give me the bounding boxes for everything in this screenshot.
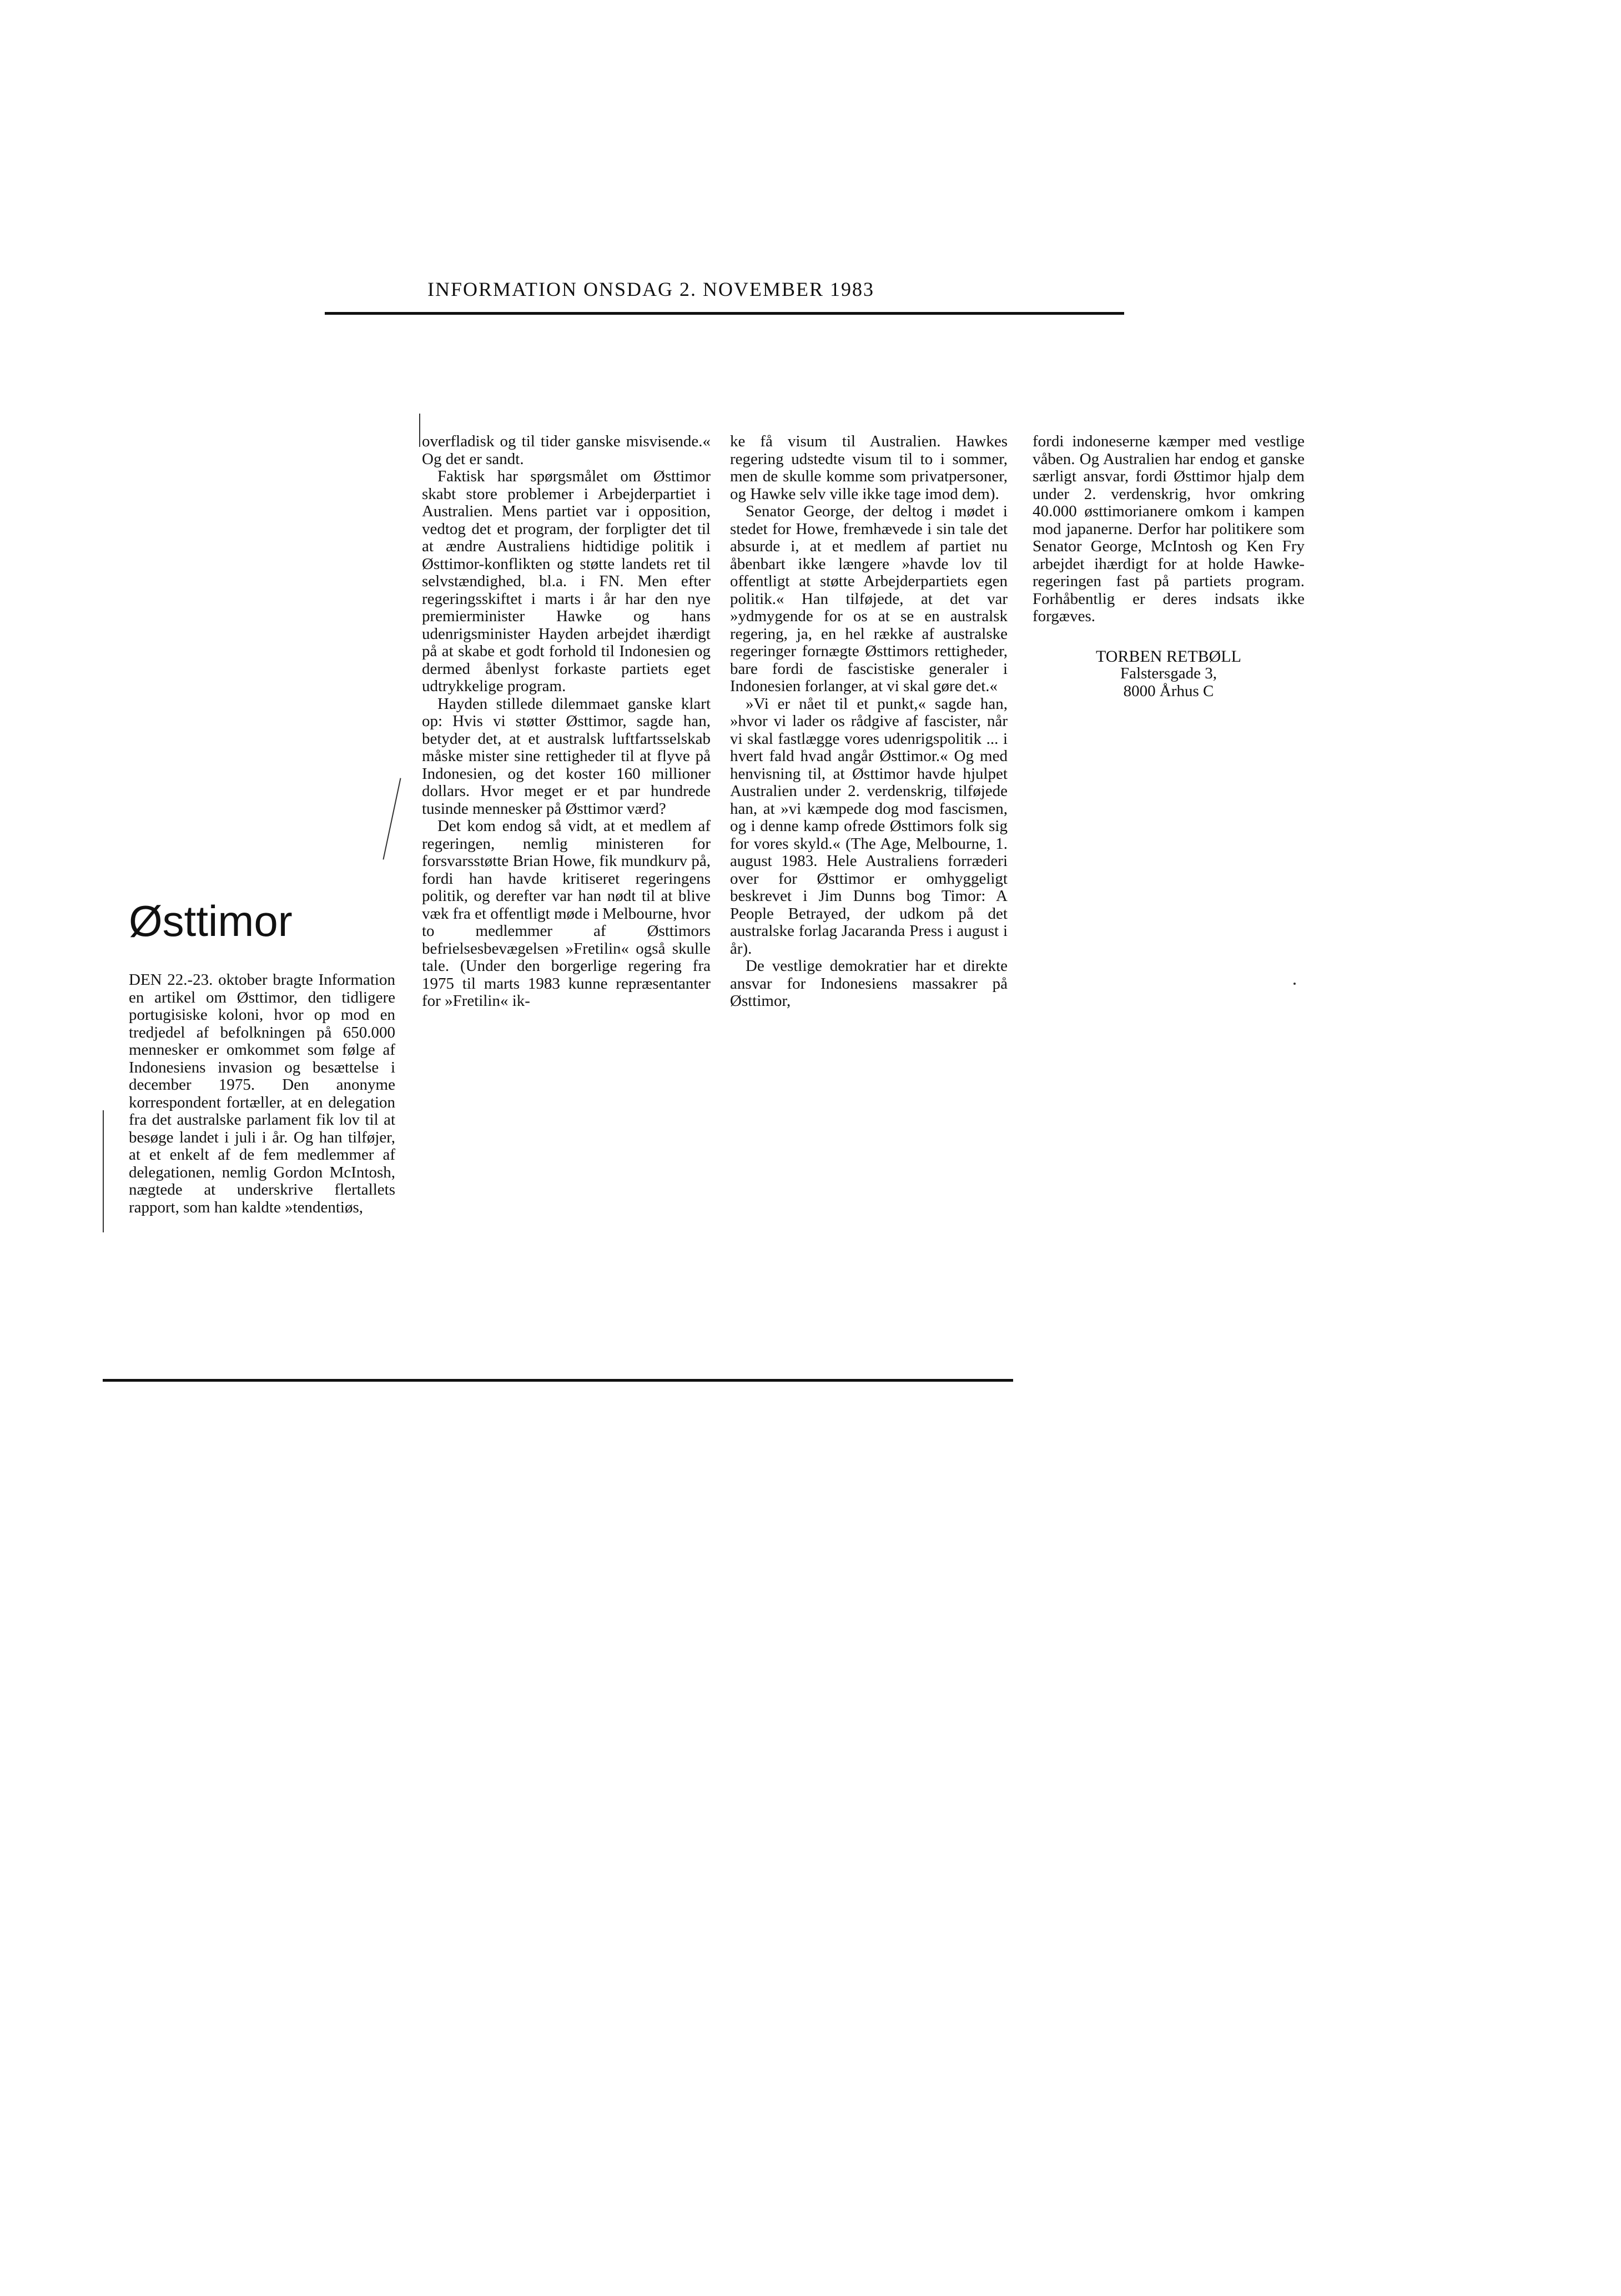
bottom-rule — [103, 1379, 1013, 1382]
article-column-2 — [422, 433, 711, 1010]
signature-name: TORBEN RETBØLL — [1096, 647, 1241, 666]
paragraph: fordi indoneserne kæmper med vestlige våben. Og Australien har endog et ganske særligt ansvar, fordi Østtimor hjalp dem under 2. verdenskrig, hvor omkring 40.000 østtimorianere omkom i kampen mod japanerne. Derfor har politikere som Senator George, McIntosh og Ken Fry arbejdet ihærdigt for at holde Hawke-regeringen fast på partiets program. Forhåbentlig er deres indsats ikke forgæves. — [1033, 432, 1305, 625]
article-column-4 — [1033, 433, 1305, 700]
signature-city: 8000 Århus C — [1123, 682, 1214, 700]
scan-mark — [1293, 983, 1296, 985]
article-column-3 — [730, 433, 1008, 1010]
masthead: INFORMATION ONSDAG 2. NOVEMBER 1983 — [427, 278, 875, 300]
paragraph: »Vi er nået til et punkt,« sagde han, »hvor vi lader os rådgive af fascister, når vi skal fastlægge vores udenrigspolitik ... i hvert fald hvad angår Østtimor.« Og med henvisning til, at Østtimor havde hjulpet Australien under 2. verdenskrig, tilføjede han, at »vi kæmpede dog mod fascismen, og i denne kamp ofrede Østtimors folk sig for vores skyld.« (The Age, Melbourne, 1. august 1983. Hele Australiens forræderi over for Østtimor er omhyggeligt beskrevet i Jim Dunns bog Timor: A People Betrayed, der udkom på det australske forlag Jacaranda Press i august i år). — [730, 694, 1008, 958]
paragraph: De vestlige demokratier har et direkte ansvar for Indonesiens massakrer på Østtimor, — [730, 957, 1008, 1010]
top-rule — [325, 312, 1124, 315]
scan-mark — [103, 1110, 104, 1232]
headline: Østtimor — [129, 897, 293, 945]
paragraph: Hayden stillede dilemmaet ganske klart op: Hvis vi støtter Østtimor, sagde han, betyder det, at et australsk luftfartsselskab måske mister sine rettigheder til at flyve på Indonesien, og det koster 160 millioner dollars. Hvor meget er et par hundrede tusinde mennesker på Østtimor værd? — [422, 694, 711, 818]
article-column-1 — [129, 971, 395, 1216]
signature-street: Falstersgade 3, — [1120, 664, 1217, 682]
paragraph: overfladisk og til tider ganske misvisende.« Og det er sandt. — [422, 432, 711, 468]
scan-mark — [382, 778, 401, 859]
paragraph: DEN 22.-23. oktober bragte Information en artikel om Østtimor, den tidligere portugisiske koloni, hvor op mod en tredjedel af befolkningen på 650.000 mennesker er omkommet som følge af Indonesiens invasion og besættelse i december 1975. Den anonyme korrespondent fortæller, at en delegation fra det australske parlament fik lov til at besøge landet i juli i år. Og han tilføjer, at et enkelt af de fem medlemmer af delegationen, nemlig Gordon McIntosh, nægtede at underskrive flertallets rapport, som han kaldte »tendentiøs, — [129, 971, 395, 1216]
paragraph: Det kom endog så vidt, at et medlem af regeringen, nemlig ministeren for forsvarsstøtte Brian Howe, fik mundkurv på, fordi han havde kritiseret regeringens politik, og derefter var han nødt til at blive væk fra et offentligt møde i Melbourne, hvor to medlemmer af Østtimors befrielsesbevægelsen »Fretilin« også skulle tale. (Under den borgerlige regering fra 1975 til marts 1983 kunne repræsentanter for »Fretilin« ik- — [422, 817, 711, 1010]
paragraph: Senator George, der deltog i mødet i stedet for Howe, fremhævede i sin tale det absurde i, at et medlem af partiet nu åbenbart ikke længere »havde lov til offentligt at støtte Arbejderpartiets egen politik.« Han tilføjede, at det var »ydmygende for os at se en australsk regering, ja, en hel række af australske regeringer fornægte Østtimors rettigheder, bare fordi de fascistiske generaler i Indonesien forlanger, at vi skal gøre det.« — [730, 502, 1008, 695]
paragraph: ke få visum til Australien. Hawkes regering udstedte visum til to i sommer, men de skulle komme som privatpersoner, og Hawke selv ville ikke tage imod dem). — [730, 432, 1008, 503]
paragraph: Faktisk har spørgsmålet om Østtimor skabt store problemer i Arbejderpartiet i Australien. Mens partiet var i opposition, vedtog det et program, der forpligter det til at ændre Australiens hidtidige politik i Østtimor-konflikten og støtte landets ret til selvstændighed, bl.a. i FN. Men efter regeringsskiftet i marts i år har den nye premierminister Hawke og hans udenrigsminister Hayden arbejdet ihærdigt på at skabe et godt forhold til Indonesien og dermed åbenlyst forkaste partiets eget udtrykkelige program. — [422, 467, 711, 695]
scan-mark — [419, 414, 420, 447]
